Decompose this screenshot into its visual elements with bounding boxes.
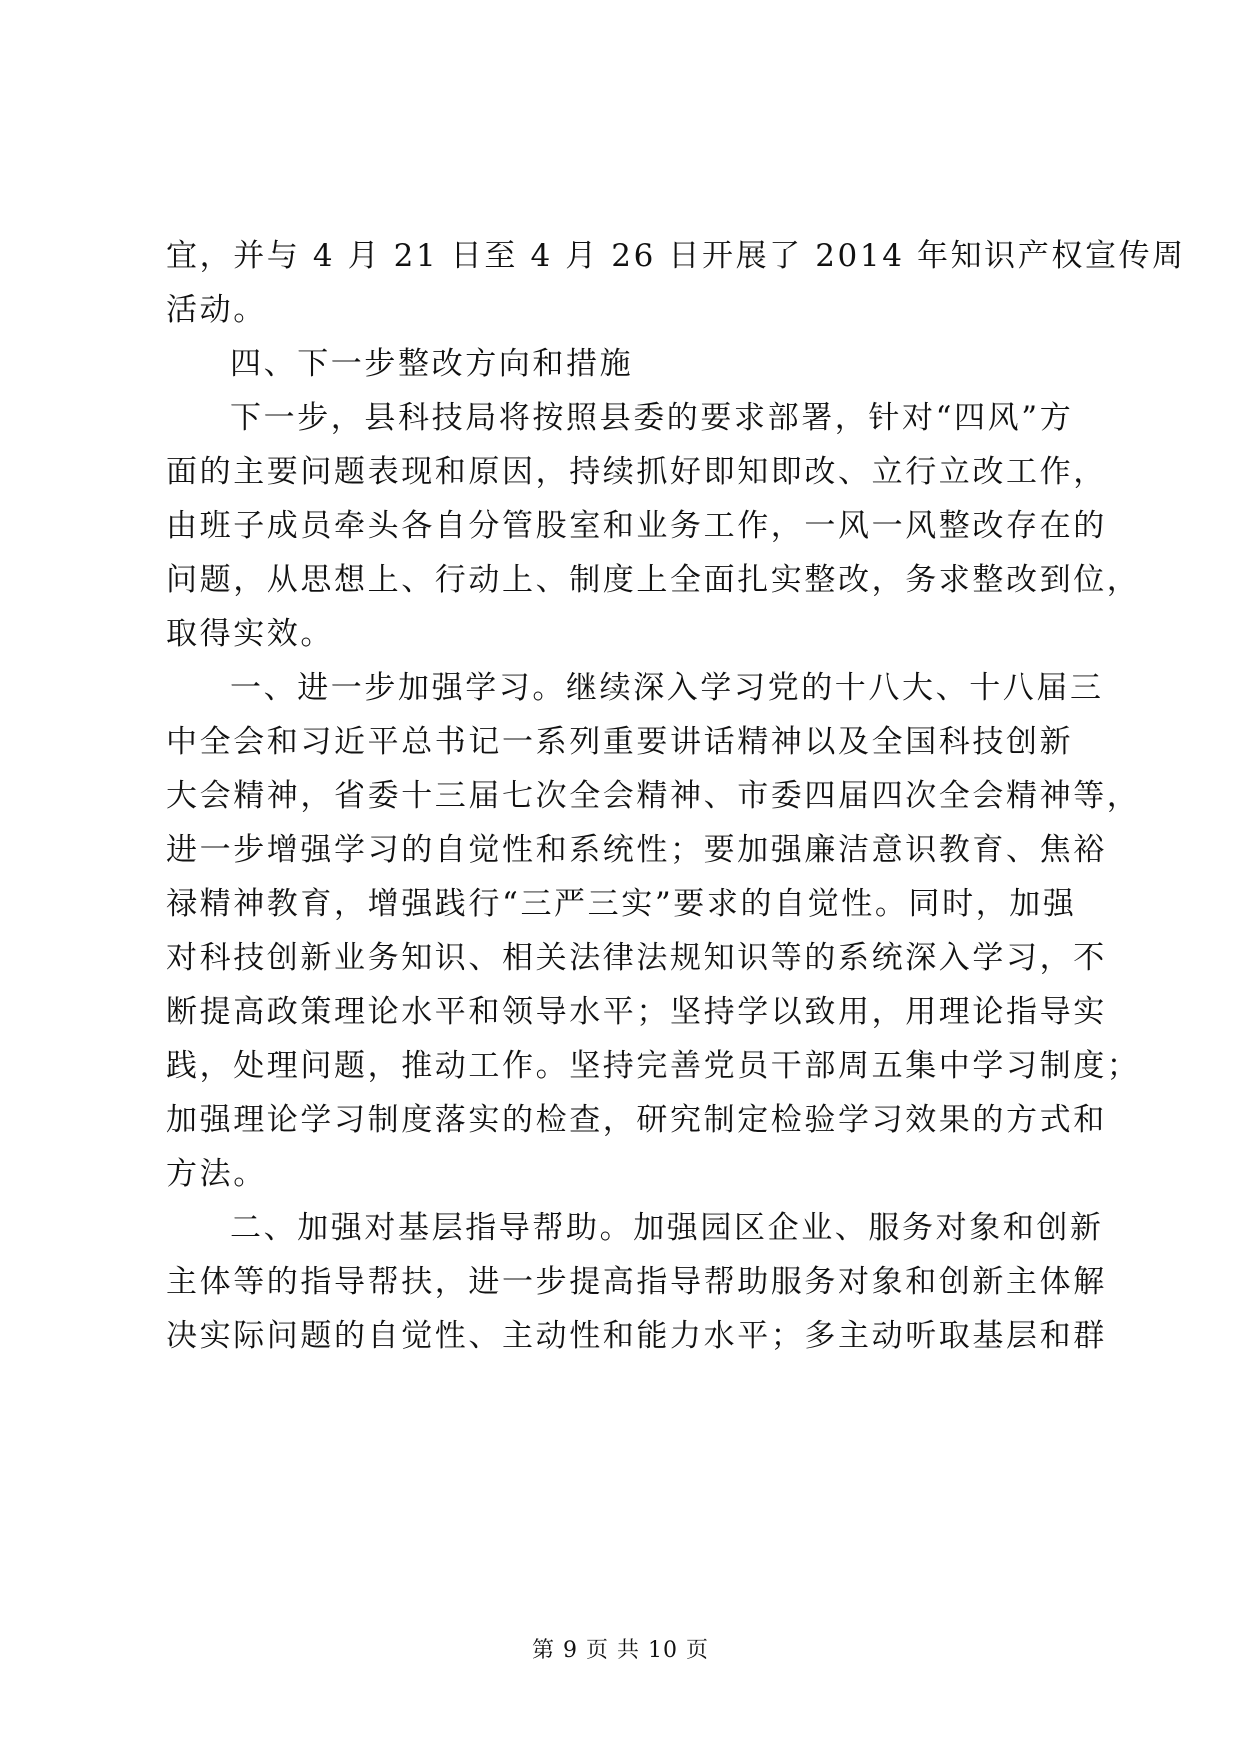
text-line: 中全会和习近平总书记一系列重要讲话精神以及全国科技创新 xyxy=(166,724,1074,760)
text-line: 加强理论学习制度落实的检查，研究制定检验学习效果的方式和 xyxy=(166,1102,1107,1138)
text-line: 面的主要问题表现和原因，持续抓好即知即改、立行立改工作， xyxy=(166,454,1107,490)
text-line: 取得实效。 xyxy=(166,616,334,652)
text-line: 决实际问题的自觉性、主动性和能力水平；多主动听取基层和群 xyxy=(166,1318,1107,1354)
text-line: 宜，并与 4 月 21 日至 4 月 26 日开展了 2014 年知识产权宣传周 xyxy=(166,238,1186,274)
text-line: 活动。 xyxy=(166,292,267,328)
page-number: 第 9 页 共 10 页 xyxy=(532,1638,709,1663)
page-footer xyxy=(0,1636,1241,1666)
text-line: 方法。 xyxy=(166,1156,267,1192)
text-line: 下一步，县科技局将按照县委的要求部署，针对“四风”方 xyxy=(230,400,1074,436)
document-body xyxy=(166,229,1186,1363)
text-line: 践，处理问题，推动工作。坚持完善党员干部周五集中学习制度； xyxy=(166,1048,1141,1084)
text-line: 由班子成员牵头各自分管股室和业务工作，一风一风整改存在的 xyxy=(166,508,1107,544)
text-line: 断提高政策理论水平和领导水平；坚持学以致用，用理论指导实 xyxy=(166,994,1107,1030)
text-line: 二、加强对基层指导帮助。加强园区企业、服务对象和创新 xyxy=(230,1210,1104,1246)
text-line: 禄精神教育，增强践行“三严三实”要求的自觉性。同时，加强 xyxy=(166,886,1077,922)
text-line: 主体等的指导帮扶，进一步提高指导帮助服务对象和创新主体解 xyxy=(166,1264,1107,1300)
text-line: 对科技创新业务知识、相关法律法规知识等的系统深入学习，不 xyxy=(166,940,1107,976)
text-line: 一、进一步加强学习。继续深入学习党的十八大、十八届三 xyxy=(230,670,1104,706)
text-line: 进一步增强学习的自觉性和系统性；要加强廉洁意识教育、焦裕 xyxy=(166,832,1107,868)
text-line: 大会精神，省委十三届七次全会精神、市委四届四次全会精神等， xyxy=(166,778,1141,814)
section-heading: 四、下一步整改方向和措施 xyxy=(230,346,634,382)
text-line: 问题，从思想上、行动上、制度上全面扎实整改，务求整改到位， xyxy=(166,562,1141,598)
